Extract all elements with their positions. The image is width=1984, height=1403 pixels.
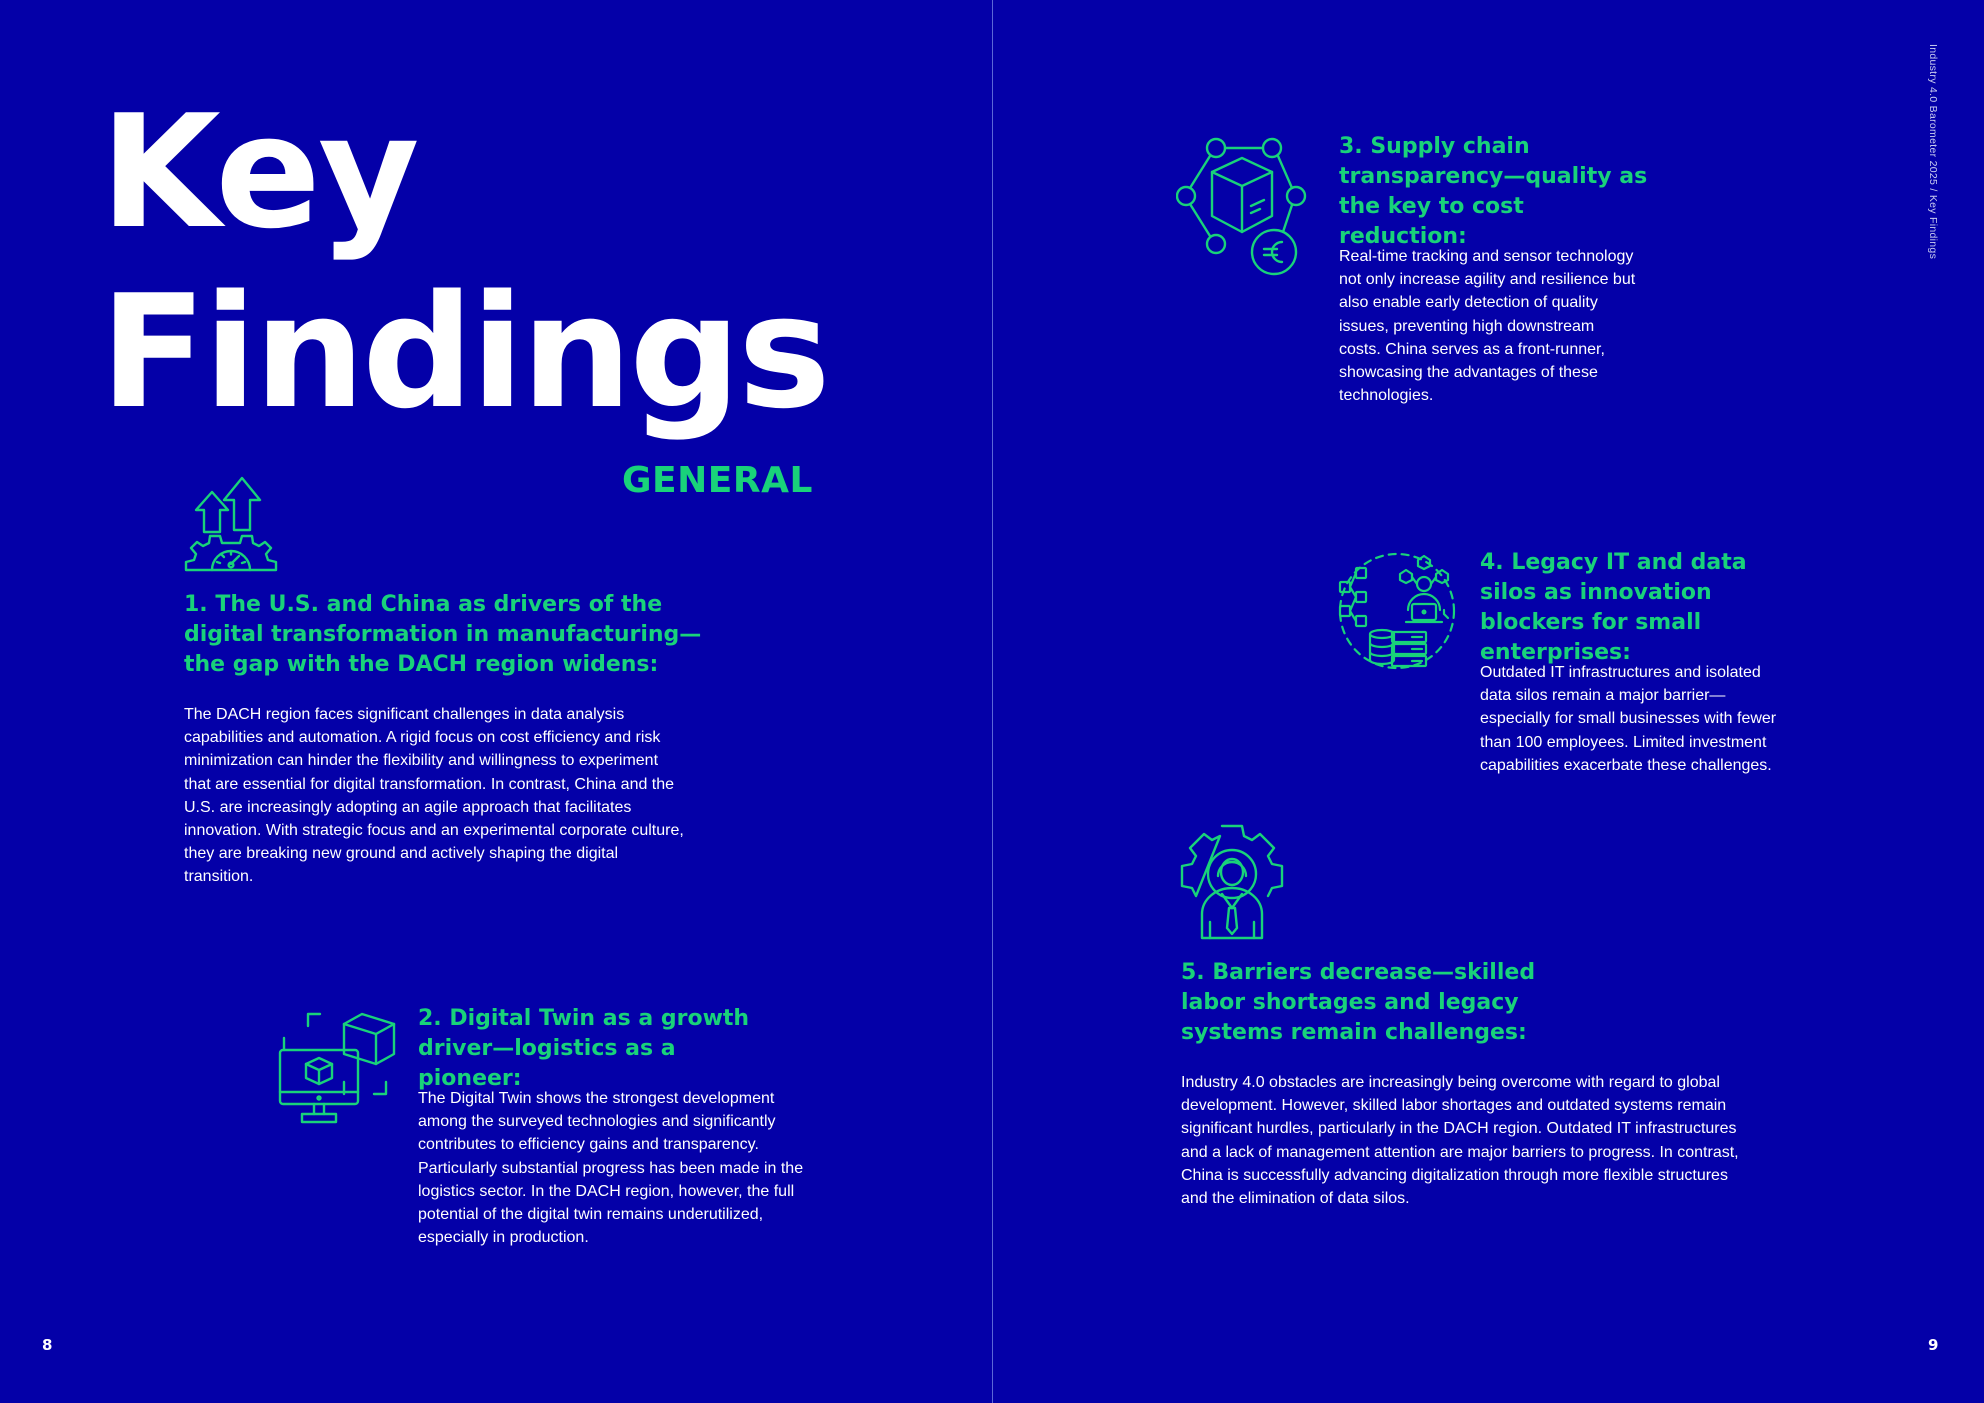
finding-2-body: The Digital Twin shows the strongest development among the surveyed technologies and significantly contributes to efficiency gains and transparency. Particularly substantial progress has been made in the logistics sector. In the DACH region, however, the full potential of the digital twin remains underutilized, especially in production. [418,1090,804,1247]
finding-4-body: Outdated IT infrastructures and isolated data silos remain a major barrier—especially for small businesses with fewer than 100 employees. Limited investment capabilities exacerbate these challenges. [1480,664,1777,774]
legacy-it-data-silo-icon [1338,552,1460,670]
finding-5-body: Industry 4.0 obstacles are increasingly being overcome with regard to global development. However, skilled labor shortages and outdated systems remain significant hurdles, particularly in the DACH region. Outdated IT infrastructures and a lack of management attention are major barriers to progress. In contrast, China is successfully advancing digitalization through more flexible structures and the elimination of data silos. [1181,1074,1739,1208]
digital-twin-monitor-cube-icon [278,1012,396,1128]
finding-3-body: Real-time tracking and sensor technology not only increase agility and resilience but also enable early detection of quality issues, preventing high downstream costs. China serves as a front-runner, showcasing the advantages of these technologies. [1339,248,1636,405]
page-title-line-2: Findings [100,261,828,443]
page-number-left: 8 [42,1336,53,1354]
running-header: Industry 4.0 Barometer 2025 / Key Findings [1927,44,1939,260]
finding-4-title: 4. Legacy IT and data silos as innovation blockers for small enterprises: [1480,550,1747,665]
worker-gear-icon [1178,822,1286,940]
section-label: GENERAL [622,460,813,501]
finding-1-body: The DACH region faces significant challenges in data analysis capabilities and automation. A rigid focus on cost efficiency and risk minimization can hinder the flexibility and willingness to experiment that are essential for digital transformation. In contrast, China and the U.S. are increasingly adopting an agile approach that facilitates innovation. With strategic focus and an experimental corporate culture, they are breaking new ground and actively shaping the digital transition. [184,706,684,886]
page-number-right: 9 [1928,1336,1939,1354]
finding-5-title: 5. Barriers decrease—skilled labor shortages and legacy systems remain challenges: [1181,960,1536,1045]
finding-1-title: 1. The U.S. and China as drivers of the digital transformation in manufacturing—the gap with the DACH region widens: [184,592,702,677]
growth-arrows-gear-icon [182,474,282,574]
page-title-line-1: Key [100,81,417,263]
finding-2-title: 2. Digital Twin as a growth driver—logistics as a pioneer: [418,1006,750,1091]
supply-chain-box-euro-icon [1176,136,1314,278]
finding-3-title: 3. Supply chain transparency—quality as the key to cost reduction: [1339,134,1648,249]
page-title [100,82,828,442]
page-divider [992,0,993,1403]
